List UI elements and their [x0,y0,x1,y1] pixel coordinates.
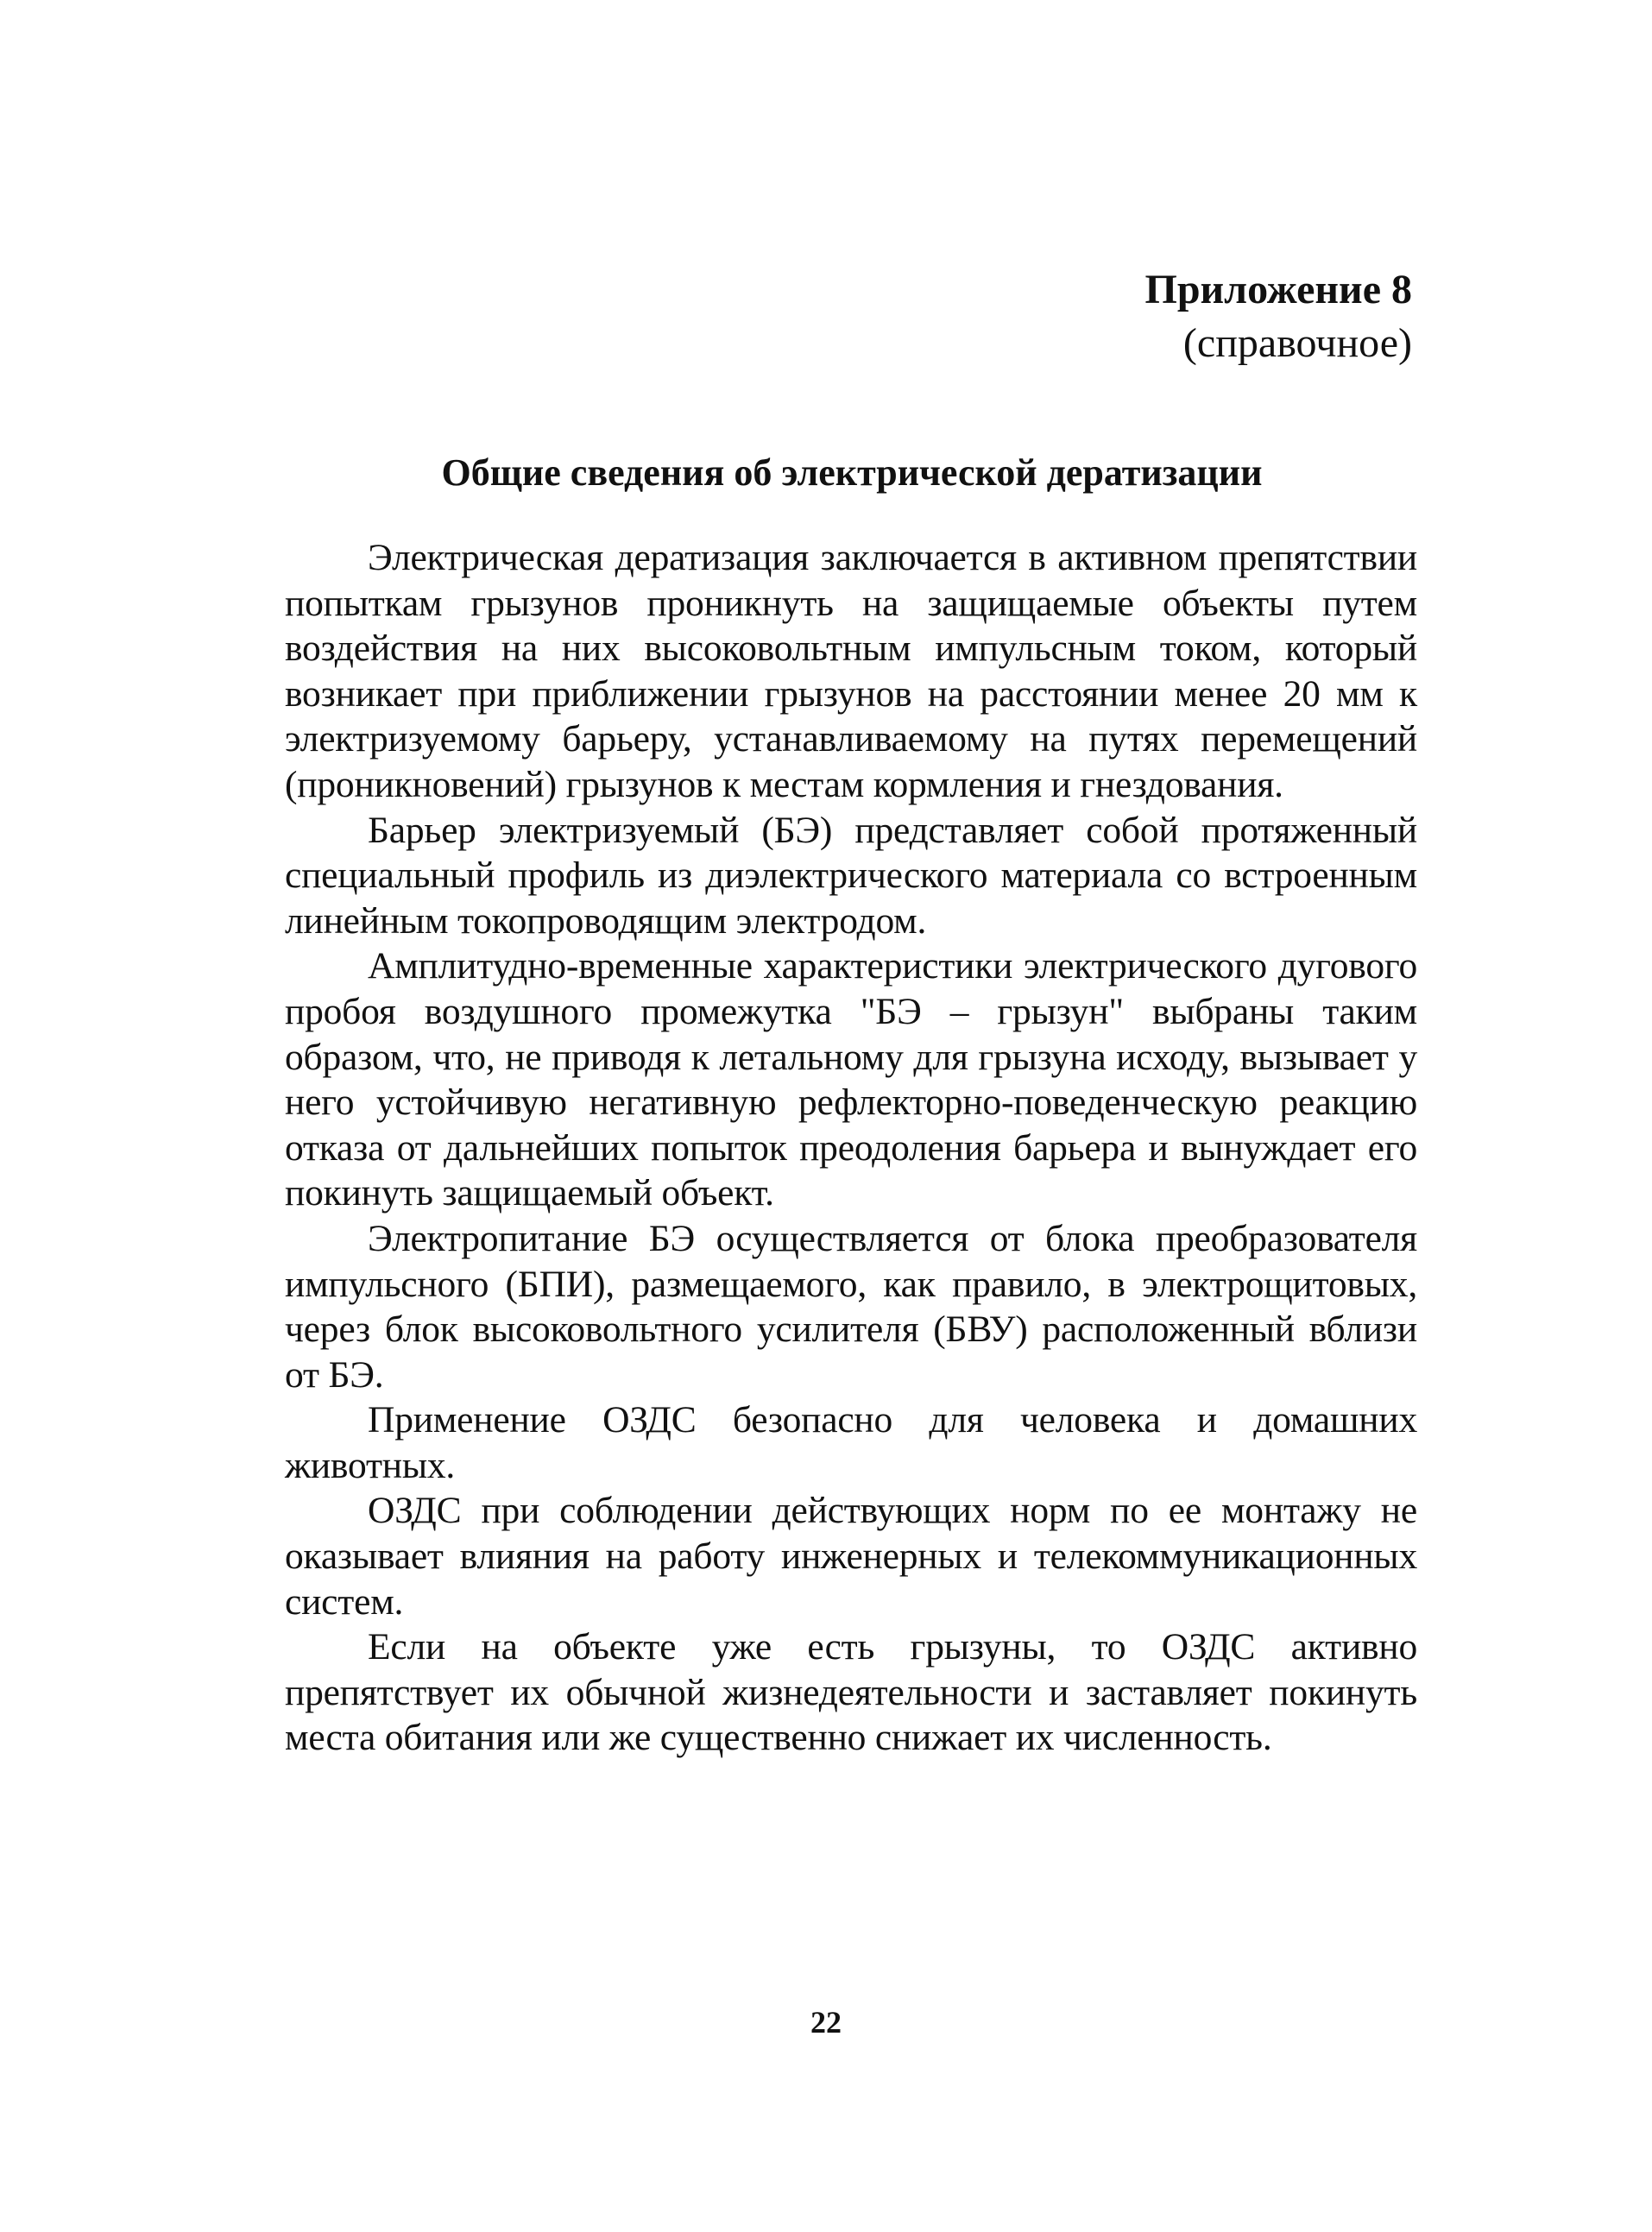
paragraph: Если на объекте уже есть грызуны, то ОЗДС активно препятствует их обычной жизнедеятельности и заставляет покинуть места обитания или же существенно снижает их численность. [285,1626,1417,1759]
section-heading: Общие сведения об электрической дератизации [441,451,1263,494]
paragraph: Амплитудно-временные характеристики электрического дугового пробоя воздушного промежутка "БЭ – грызун" выбраны таким образом, что, не приводя к летальному для грызуна исходу, вызывает у него устойчивую негативную рефлекторно-поведенческую реакцию отказа от дальнейших попыток преодоления барьера и вынуждает его покинуть защищаемый объект. [285,945,1417,1214]
page-number: 22 [810,2005,842,2040]
paragraph: Барьер электризуемый (БЭ) представляет собой протяженный специальный профиль из диэлектрического материала со встроенным линейным токопроводящим электродом. [285,809,1417,942]
paragraph: Электрическая дератизация заключается в активном препятствии попыткам грызунов проникнуть на защищаемые объекты путем воздействия на них высоковольтным импульсным током, который возникает при приближении грызунов на расстоянии менее 20 мм к электризуемому барьеру, устанавливаемому на путях перемещений (проникновений) грызунов к местам кормления и гнездования. [285,537,1417,805]
appendix-label [1144,263,1412,370]
appendix-title: Приложение 8 [1144,267,1412,312]
body-text [285,535,1417,1761]
paragraph: Применение ОЗДС безопасно для человека и домашних животных. [285,1399,1417,1486]
appendix-subtitle: (справочное) [1182,320,1412,366]
paragraph: ОЗДС при соблюдении действующих норм по ее монтажу не оказывает влияния на работу инженерных и телекоммуникационных систем. [285,1490,1417,1623]
paragraph: Электропитание БЭ осуществляется от блока преобразователя импульсного (БПИ), размещаемого, как правило, в электрощитовых, через блок высоковольтного усилителя (БВУ) расположенный вблизи от БЭ. [285,1217,1417,1396]
